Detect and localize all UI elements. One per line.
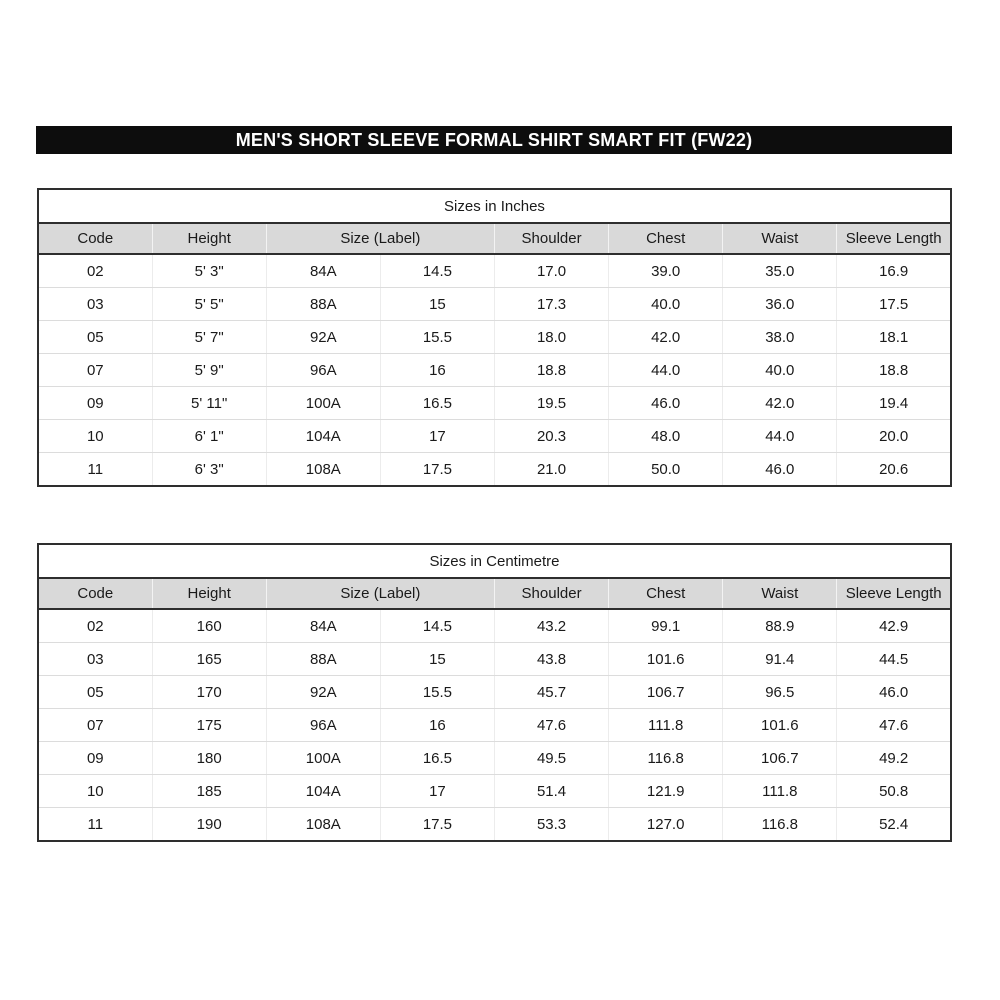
table-cell: 50.0 — [609, 453, 723, 487]
table-cell: 116.8 — [609, 742, 723, 775]
table-cell: 18.8 — [837, 354, 951, 387]
table-row — [38, 643, 951, 676]
table-cell: 18.0 — [495, 321, 609, 354]
table-cell: 101.6 — [609, 643, 723, 676]
table-cell: 19.4 — [837, 387, 951, 420]
table-cell: 47.6 — [837, 709, 951, 742]
table-row — [38, 321, 951, 354]
table-cell: 43.8 — [495, 643, 609, 676]
table-cell: 17.5 — [837, 288, 951, 321]
column-header-waist: Waist — [723, 578, 837, 609]
table-cell: 6' 1" — [152, 420, 266, 453]
sizes-in-inches-table — [37, 188, 952, 487]
table-cell: 160 — [152, 609, 266, 643]
table-cell: 45.7 — [495, 676, 609, 709]
table-cell: 19.5 — [495, 387, 609, 420]
table-cell: 106.7 — [723, 742, 837, 775]
table-cell: 09 — [38, 742, 152, 775]
column-header-shoulder: Shoulder — [495, 223, 609, 254]
sizes-in-centimetre-table — [37, 543, 952, 842]
table-cell: 05 — [38, 321, 152, 354]
table-cell: 38.0 — [723, 321, 837, 354]
table-cell: 88.9 — [723, 609, 837, 643]
table-cell: 46.0 — [609, 387, 723, 420]
table-cell: 53.3 — [495, 808, 609, 842]
table-cell: 5' 5" — [152, 288, 266, 321]
size-chart-title: MEN'S SHORT SLEEVE FORMAL SHIRT SMART FIT (FW22) — [235, 129, 753, 150]
table-cell: 185 — [152, 775, 266, 808]
table-cell: 10 — [38, 420, 152, 453]
table-header-row — [38, 578, 951, 609]
column-header-waist: Waist — [723, 223, 837, 254]
table-cell: 42.0 — [609, 321, 723, 354]
table-cell: 100A — [266, 742, 380, 775]
table-cell: 96.5 — [723, 676, 837, 709]
table-cell: 40.0 — [609, 288, 723, 321]
table-cell: 02 — [38, 609, 152, 643]
table-cell: 104A — [266, 775, 380, 808]
table-cell: 42.9 — [837, 609, 951, 643]
table-cell: 18.8 — [495, 354, 609, 387]
table-cell: 21.0 — [495, 453, 609, 487]
table-cell: 17 — [380, 420, 494, 453]
table-cell: 35.0 — [723, 254, 837, 288]
table-cell: 5' 3" — [152, 254, 266, 288]
table-cell: 17.5 — [380, 808, 494, 842]
table-row — [38, 288, 951, 321]
table-row — [38, 742, 951, 775]
column-header-height: Height — [152, 223, 266, 254]
table-cell: 190 — [152, 808, 266, 842]
table-cell: 5' 9" — [152, 354, 266, 387]
table-row — [38, 387, 951, 420]
table-cell: 17.5 — [380, 453, 494, 487]
table-cell: 17.0 — [495, 254, 609, 288]
table-caption: Sizes in Centimetre — [38, 544, 951, 578]
table-cell: 88A — [266, 288, 380, 321]
table-cell: 91.4 — [723, 643, 837, 676]
table-row — [38, 676, 951, 709]
table-cell: 92A — [266, 676, 380, 709]
table-cell: 16 — [380, 354, 494, 387]
table-cell: 03 — [38, 643, 152, 676]
table-cell: 40.0 — [723, 354, 837, 387]
table-cell: 16 — [380, 709, 494, 742]
table-cell: 20.3 — [495, 420, 609, 453]
table-row — [38, 709, 951, 742]
table-cell: 42.0 — [723, 387, 837, 420]
table-cell: 46.0 — [837, 676, 951, 709]
table-cell: 92A — [266, 321, 380, 354]
table-row — [38, 609, 951, 643]
table-header-row — [38, 223, 951, 254]
table-cell: 11 — [38, 808, 152, 842]
table-cell: 16.5 — [380, 387, 494, 420]
table-cell: 127.0 — [609, 808, 723, 842]
table-row — [38, 453, 951, 487]
table-cell: 108A — [266, 453, 380, 487]
table-cell: 20.6 — [879, 460, 909, 478]
table-cell: 17 — [380, 775, 494, 808]
column-header-size-label: Size (Label) — [266, 223, 494, 254]
table-cell: 100A — [266, 387, 380, 420]
table-cell: 20.0 — [837, 420, 951, 453]
table-cell: 5' 7" — [152, 321, 266, 354]
table-cell: 106.7 — [609, 676, 723, 709]
table-cell: 07 — [38, 354, 152, 387]
column-header-shoulder: Shoulder — [495, 578, 609, 609]
table-cell: 51.4 — [495, 775, 609, 808]
column-header-height: Height — [152, 578, 266, 609]
table-cell: 43.2 — [495, 609, 609, 643]
table-cell: 15 — [380, 288, 494, 321]
table-cell: 39.0 — [609, 254, 723, 288]
table-cell: 47.6 — [495, 709, 609, 742]
table-cell: 116.8 — [723, 808, 837, 842]
table-cell: 101.6 — [723, 709, 837, 742]
table-cell: 84A — [266, 609, 380, 643]
table-cell: 6' 3" — [152, 453, 266, 487]
table-cell: 121.9 — [609, 775, 723, 808]
table-cell: 18.1 — [837, 321, 951, 354]
table-cell: 50.8 — [837, 775, 951, 808]
table-cell: 48.0 — [609, 420, 723, 453]
table-cell: 96A — [266, 354, 380, 387]
table-cell: 09 — [38, 387, 152, 420]
table-cell: 108A — [266, 808, 380, 842]
table-cell: 111.8 — [609, 709, 723, 742]
table-body — [38, 254, 951, 486]
table-cell: 165 — [152, 643, 266, 676]
table-cell: 02 — [38, 254, 152, 288]
table-cell: 175 — [152, 709, 266, 742]
table-row — [38, 775, 951, 808]
table-row — [38, 808, 951, 842]
table-cell: 44.0 — [723, 420, 837, 453]
table-cell: 111.8 — [723, 775, 837, 808]
table-body — [38, 609, 951, 841]
table-caption-row — [38, 189, 951, 223]
table-row — [38, 420, 951, 453]
column-header-chest: Chest — [609, 223, 723, 254]
table-cell: 49.5 — [495, 742, 609, 775]
table-cell: 07 — [38, 709, 152, 742]
table-cell: 16.9 — [837, 254, 951, 288]
table-cell: 44.5 — [837, 643, 951, 676]
table-cell: 14.5 — [380, 254, 494, 288]
table-row — [38, 354, 951, 387]
table-row — [38, 254, 951, 288]
table-caption: Sizes in Inches — [38, 189, 951, 223]
table-cell: 170 — [152, 676, 266, 709]
table-cell: 14.5 — [380, 609, 494, 643]
table-cell: 36.0 — [723, 288, 837, 321]
table-cell: 5' 11" — [152, 387, 266, 420]
table-cell: 17.3 — [495, 288, 609, 321]
table-cell: 49.2 — [837, 742, 951, 775]
column-header-size-label: Size (Label) — [266, 578, 494, 609]
table-cell: 180 — [152, 742, 266, 775]
table-cell: 88A — [266, 643, 380, 676]
table-cell: 52.4 — [879, 815, 909, 833]
table-cell: 15.5 — [380, 676, 494, 709]
column-header-sleeve-length: Sleeve Length — [837, 223, 951, 254]
column-header-code: Code — [38, 578, 152, 609]
table-cell: 15.5 — [380, 321, 494, 354]
table-cell: 46.0 — [723, 453, 837, 487]
table-cell: 104A — [266, 420, 380, 453]
table-cell: 15 — [380, 643, 494, 676]
table-cell: 11 — [38, 453, 152, 487]
table-cell: 84A — [266, 254, 380, 288]
table-cell: 05 — [38, 676, 152, 709]
table-caption-row — [38, 544, 951, 578]
table-cell: 16.5 — [380, 742, 494, 775]
column-header-chest: Chest — [609, 578, 723, 609]
table-cell: 03 — [38, 288, 152, 321]
column-header-sleeve-length: Sleeve Length — [837, 578, 951, 609]
column-header-code: Code — [38, 223, 152, 254]
table-cell: 44.0 — [609, 354, 723, 387]
table-cell: 10 — [38, 775, 152, 808]
size-chart-title-bar — [36, 126, 952, 154]
table-cell: 96A — [266, 709, 380, 742]
table-cell: 99.1 — [609, 609, 723, 643]
